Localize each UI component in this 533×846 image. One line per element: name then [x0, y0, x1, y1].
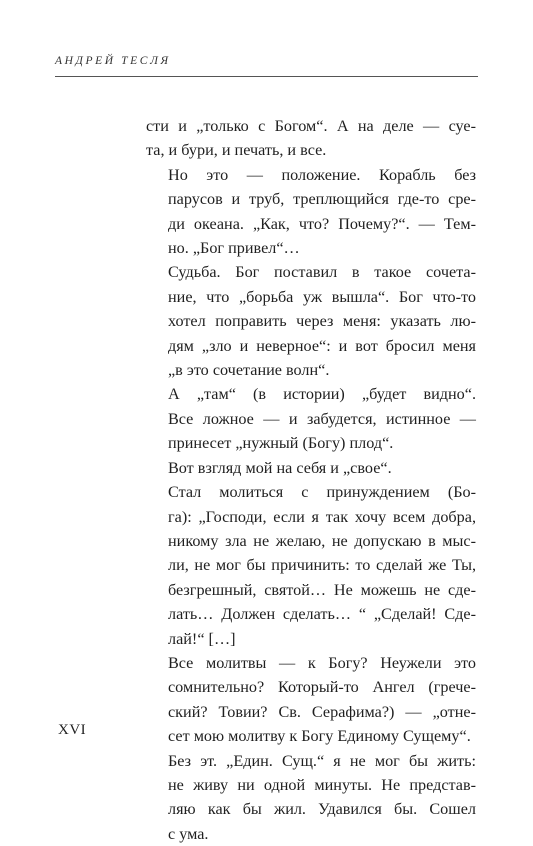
paragraph	[146, 749, 476, 846]
text-line: лай!“ […]	[168, 629, 236, 648]
text-line: ляю как бы жил. Удавился бы. Сошел	[168, 800, 476, 819]
text-line: никому зла не желаю, не допускаю в мыс-	[168, 531, 476, 550]
text-line: сет мою молитву к Богу Единому Сущему“.	[168, 727, 471, 746]
text-line: но. „Бог привел“…	[168, 239, 300, 258]
text-line: принесет „нужный (Богу) плод“.	[168, 434, 394, 453]
text-line: Стал молиться с принуждением (Бо-	[168, 483, 476, 502]
text-line: А „там“ (в истории) „будет видно“.	[168, 385, 476, 404]
text-line: хотел поправить через меня: указать лю-	[168, 312, 476, 331]
text-line: Без эт. „Един. Сущ.“ я не мог бы жить:	[168, 751, 476, 770]
text-line: Но это — положение. Корабль без	[168, 165, 476, 184]
paragraph	[146, 480, 476, 651]
text-line: ние, что „борьба уж вышла“. Бог что-то	[168, 287, 476, 306]
page-number: XVI	[58, 722, 87, 738]
running-head: АНДРЕЙ ТЕСЛЯ	[55, 55, 171, 67]
paragraph	[146, 260, 476, 382]
text-line: та, и бури, и печать, и все.	[146, 141, 327, 160]
paragraph	[146, 114, 476, 163]
text-line: Судьба. Бог поставил в такое сочета-	[168, 263, 476, 282]
text-line: с ума.	[168, 824, 209, 843]
text-line: ли, не мог бы причинить: то сделай же Ты,	[168, 556, 476, 575]
body-text	[146, 114, 476, 846]
text-line: ский? Товии? Св. Серафима?) — „отне-	[168, 702, 476, 721]
text-line: ди океана. „Как, что? Почему?“. — Тем-	[168, 214, 476, 233]
text-line: „в это сочетание волн“.	[168, 361, 330, 380]
text-line: не живу ни одной минуты. Не представ-	[168, 775, 476, 794]
text-line: сомнительно? Который-то Ангел (грече-	[168, 678, 476, 697]
text-line: безгрешный, святой… Не можешь не сде-	[168, 580, 476, 599]
text-line: Все молитвы — к Богу? Неужели это	[168, 653, 476, 672]
text-line: Вот взгляд мой на себя и „свое“.	[168, 458, 392, 477]
text-line: дям „зло и неверное“: и вот бросил меня	[168, 336, 476, 355]
paragraph	[146, 382, 476, 455]
text-line: лать… Должен сделать… “ „Сделай! Сде-	[168, 605, 476, 624]
paragraph	[146, 651, 476, 749]
text-line: га): „Господи, если я так хочу всем добра,	[168, 507, 476, 526]
paragraph	[146, 163, 476, 261]
text-line: Все ложное — и забудется, истинное —	[168, 409, 476, 428]
text-line: сти и „только с Богом“. А на деле — суе-	[146, 117, 476, 135]
text-line: парусов и труб, треплющийся где-то сре-	[168, 190, 476, 209]
paragraph	[146, 456, 476, 480]
header-rule	[55, 76, 478, 77]
